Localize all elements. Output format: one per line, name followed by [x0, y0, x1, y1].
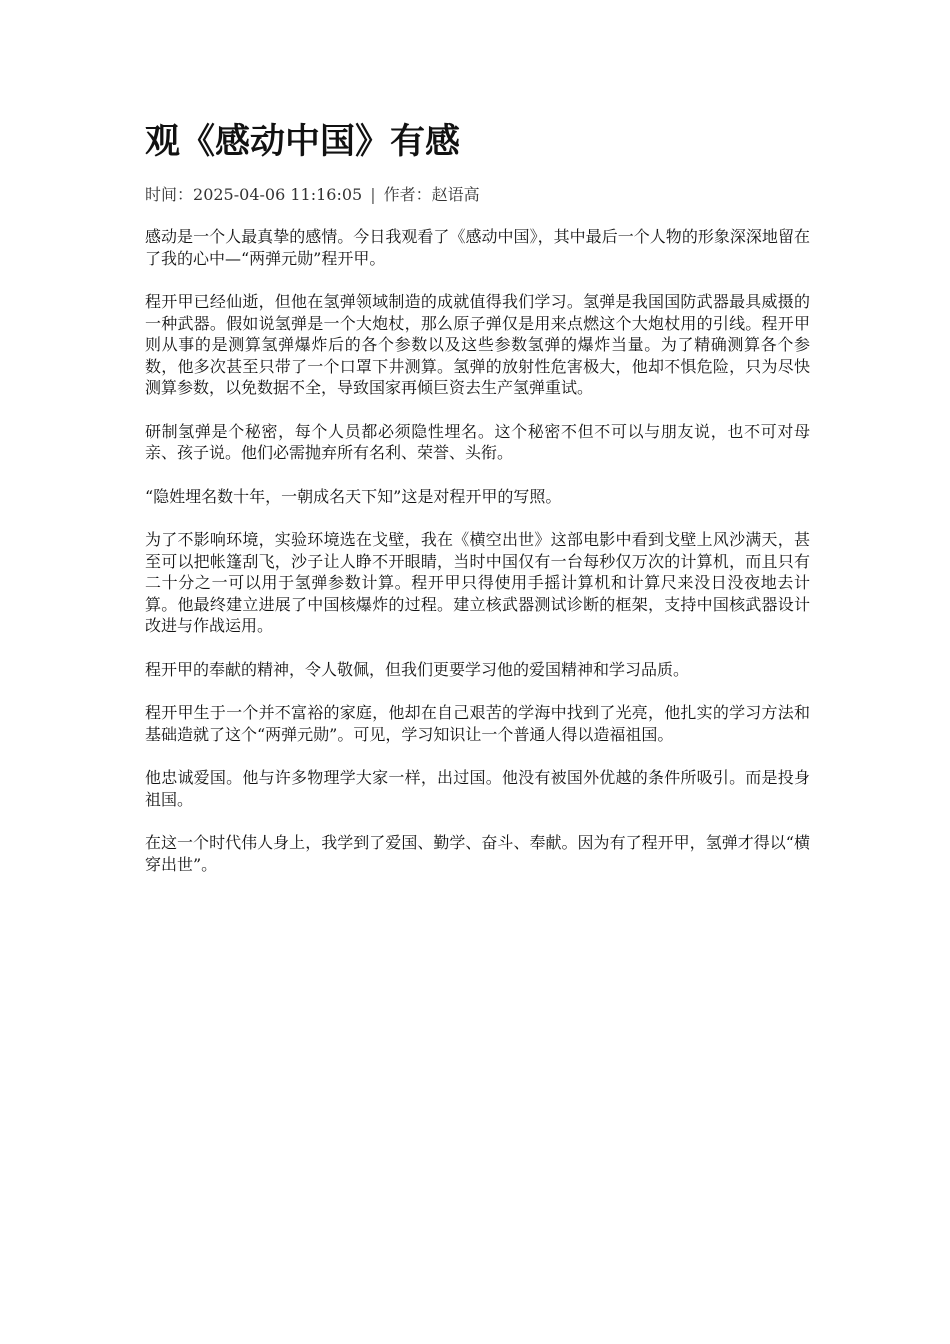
paragraph: 在这一个时代伟人身上，我学到了爱国、勤学、奋斗、奉献。因为有了程开甲，氢弹才得以“横穿出世”。 [145, 833, 810, 874]
paragraph: 程开甲的奉献的精神，令人敬佩，但我们更要学习他的爱国精神和学习品质。 [145, 659, 690, 679]
article-title: 观《感动中国》有感 [145, 122, 461, 162]
time-label: 时间： [145, 185, 194, 204]
article-body [145, 226, 810, 875]
author-value: 赵语高 [431, 185, 480, 204]
article [145, 118, 810, 897]
paragraph: 他忠诚爱国。他与许多物理学大家一样，出过国。他没有被国外优越的条件所吸引。而是投身祖国。 [145, 768, 810, 809]
paragraph: 感动是一个人最真挚的感情。今日我观看了《感动中国》，其中最后一个人物的形象深深地留在了我的心中—“两弹元勋”程开甲。 [145, 227, 810, 268]
time-value: 2025-04-06 11:16:05 [193, 185, 363, 204]
paragraph: 为了不影响环境，实验环境选在戈壁，我在《横空出世》这部电影中看到戈壁上风沙满天，甚至可以把帐篷刮飞，沙子让人睁不开眼睛，当时中国仅有一台每秒仅万次的计算机，而且只有二十分之一可以用于氢弹参数计算。程开甲只得使用手摇计算机和计算尺来没日没夜地去计算。他最终建立进展了中国核爆炸的过程。建立核武器测试诊断的框架，支持中国核武器设计改进与作战运用。 [145, 530, 810, 635]
meta-separator: | [370, 185, 376, 204]
paragraph: “隐姓埋名数十年，一朝成名天下知”这是对程开甲的写照。 [145, 486, 562, 506]
article-meta [145, 184, 810, 206]
paragraph: 程开甲生于一个并不富裕的家庭，他却在自己艰苦的学海中找到了光亮，他扎实的学习方法和基础造就了这个“两弹元勋”。可见，学习知识让一个普通人得以造福祖国。 [145, 703, 810, 744]
author-label: 作者： [383, 185, 432, 204]
paragraph: 研制氢弹是个秘密，每个人员都必须隐性埋名。这个秘密不但不可以与朋友说，也不可对母亲、孩子说。他们必需抛弃所有名利、荣誉、头衔。 [145, 421, 810, 462]
paragraph: 程开甲已经仙逝，但他在氢弹领域制造的成就值得我们学习。氢弹是我国国防武器最具威摄的一种武器。假如说氢弹是一个大炮杖，那么原子弹仅是用来点燃这个大炮杖用的引线。程开甲则从事的是测算氢弹爆炸后的各个参数以及这些参数氢弹的爆炸当量。为了精确测算各个参数，他多次甚至只带了一个口罩下井测算。氢弹的放射性危害极大，他却不惧危险，只为尽快测算参数，以免数据不全，导致国家再倾巨资去生产氢弹重试。 [145, 292, 810, 397]
